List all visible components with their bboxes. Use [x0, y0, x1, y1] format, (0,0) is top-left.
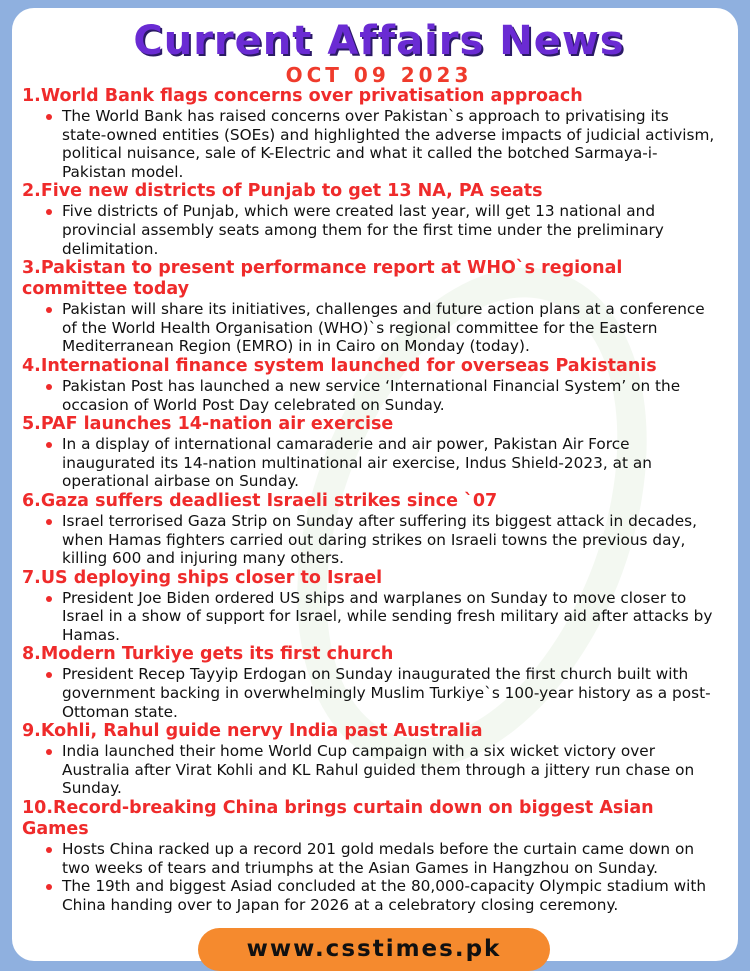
news-bullet: President Recep Tayyip Erdogan on Sunday inaugurated the first church built with government backing in overwhelmingly Muslim Turkiye`s 100-year history as a post-Ottoman state.	[62, 665, 718, 721]
news-item	[22, 414, 718, 491]
news-bullet: India launched their home World Cup campaign with a six wicket victory over Australia after Virat Kohli and KL Rahul guided them through a jittery run chase on Sunday.	[62, 742, 718, 798]
news-item	[22, 86, 718, 181]
news-bullets	[40, 435, 718, 491]
news-bullets	[40, 202, 718, 258]
news-card	[12, 8, 738, 961]
news-headline: 7.US deploying ships closer to Israel	[22, 567, 383, 588]
news-bullet: The 19th and biggest Asiad concluded at the 80,000-capacity Olympic stadium with China handing over to Japan for 2026 at a celebratory closing ceremony.	[62, 877, 718, 914]
news-headline: 9.Kohli, Rahul guide nervy India past Australia	[22, 721, 483, 742]
news-headline: 1.World Bank flags concerns over privatisation approach	[22, 86, 583, 106]
news-bullets	[40, 300, 718, 356]
news-bullet: Pakistan will share its initiatives, challenges and future action plans at a conference of the World Health Organisation (WHO)`s regional committee for the Eastern Mediterranean Region (EMRO) in in Cairo on Monday (today).	[62, 300, 718, 356]
news-item	[22, 490, 718, 568]
news-headline: 6.Gaza suffers deadliest Israeli strikes since `07	[22, 490, 498, 511]
news-item	[22, 798, 718, 914]
news-headline: 5.PAF launches 14-nation air exercise	[22, 414, 394, 435]
news-item	[22, 181, 718, 258]
news-item	[22, 721, 718, 798]
news-bullet: President Joe Biden ordered US ships and warplanes on Sunday to move closer to Israel in a show of support for Israel, while sending fresh military aid after attacks by Hamas.	[62, 589, 718, 645]
news-item	[22, 355, 718, 414]
news-headline: 3.Pakistan to present performance report at WHO`s regional committee today	[22, 258, 623, 300]
news-headline: 8.Modern Turkiye gets its first church	[22, 644, 394, 665]
news-bullets	[40, 742, 718, 798]
news-bullets	[40, 589, 718, 645]
date-label: OCT 09 2023	[285, 63, 473, 87]
news-headline: 4.International finance system launched for overseas Pakistanis	[22, 355, 657, 376]
website-url[interactable]: www.csstimes.pk	[198, 928, 550, 971]
news-bullet: Pakistan Post has launched a new service ‘International Financial System’ on the occasion of World Post Day celebrated on Sunday.	[62, 377, 718, 414]
news-bullets	[40, 107, 718, 181]
news-bullet: Hosts China racked up a record 201 gold medals before the curtain came down on two weeks of tears and triumphs at the Asian Games in Hangzhou on Sunday.	[62, 840, 718, 877]
news-item	[22, 567, 718, 645]
news-item	[22, 258, 718, 356]
news-list	[22, 86, 718, 914]
news-bullets	[40, 512, 718, 568]
news-bullet: Five districts of Punjab, which were created last year, will get 13 national and provincial assembly seats among them for the first time under the preliminary delimitation.	[62, 202, 718, 258]
news-bullets	[40, 377, 718, 414]
news-bullet: The World Bank has raised concerns over Pakistan`s approach to privatising its state-owned entities (SOEs) and highlighted the adverse impacts of judicial activism, political nuisance, sale of K-Electric and what it called the botched Sarmaya-i-Pakistan model.	[62, 107, 718, 181]
news-bullets	[40, 665, 718, 721]
news-headline: 10.Record-breaking China brings curtain down on biggest Asian Games	[22, 798, 654, 840]
news-bullets	[40, 840, 718, 914]
news-bullet: Israel terrorised Gaza Strip on Sunday after suffering its biggest attack in decades, when Hamas fighters carried out daring strikes on Israeli towns the previous day, killing 600 and injuring many others.	[62, 512, 718, 568]
page-title: Current Affairs News	[133, 18, 625, 64]
news-bullet: In a display of international camaraderie and air power, Pakistan Air Force inaugurated its 14-nation multinational air exercise, Indus Shield-2023, at an operational airbase on Sunday.	[62, 435, 718, 491]
news-item	[22, 644, 718, 721]
news-headline: 2.Five new districts of Punjab to get 13 NA, PA seats	[22, 181, 543, 202]
